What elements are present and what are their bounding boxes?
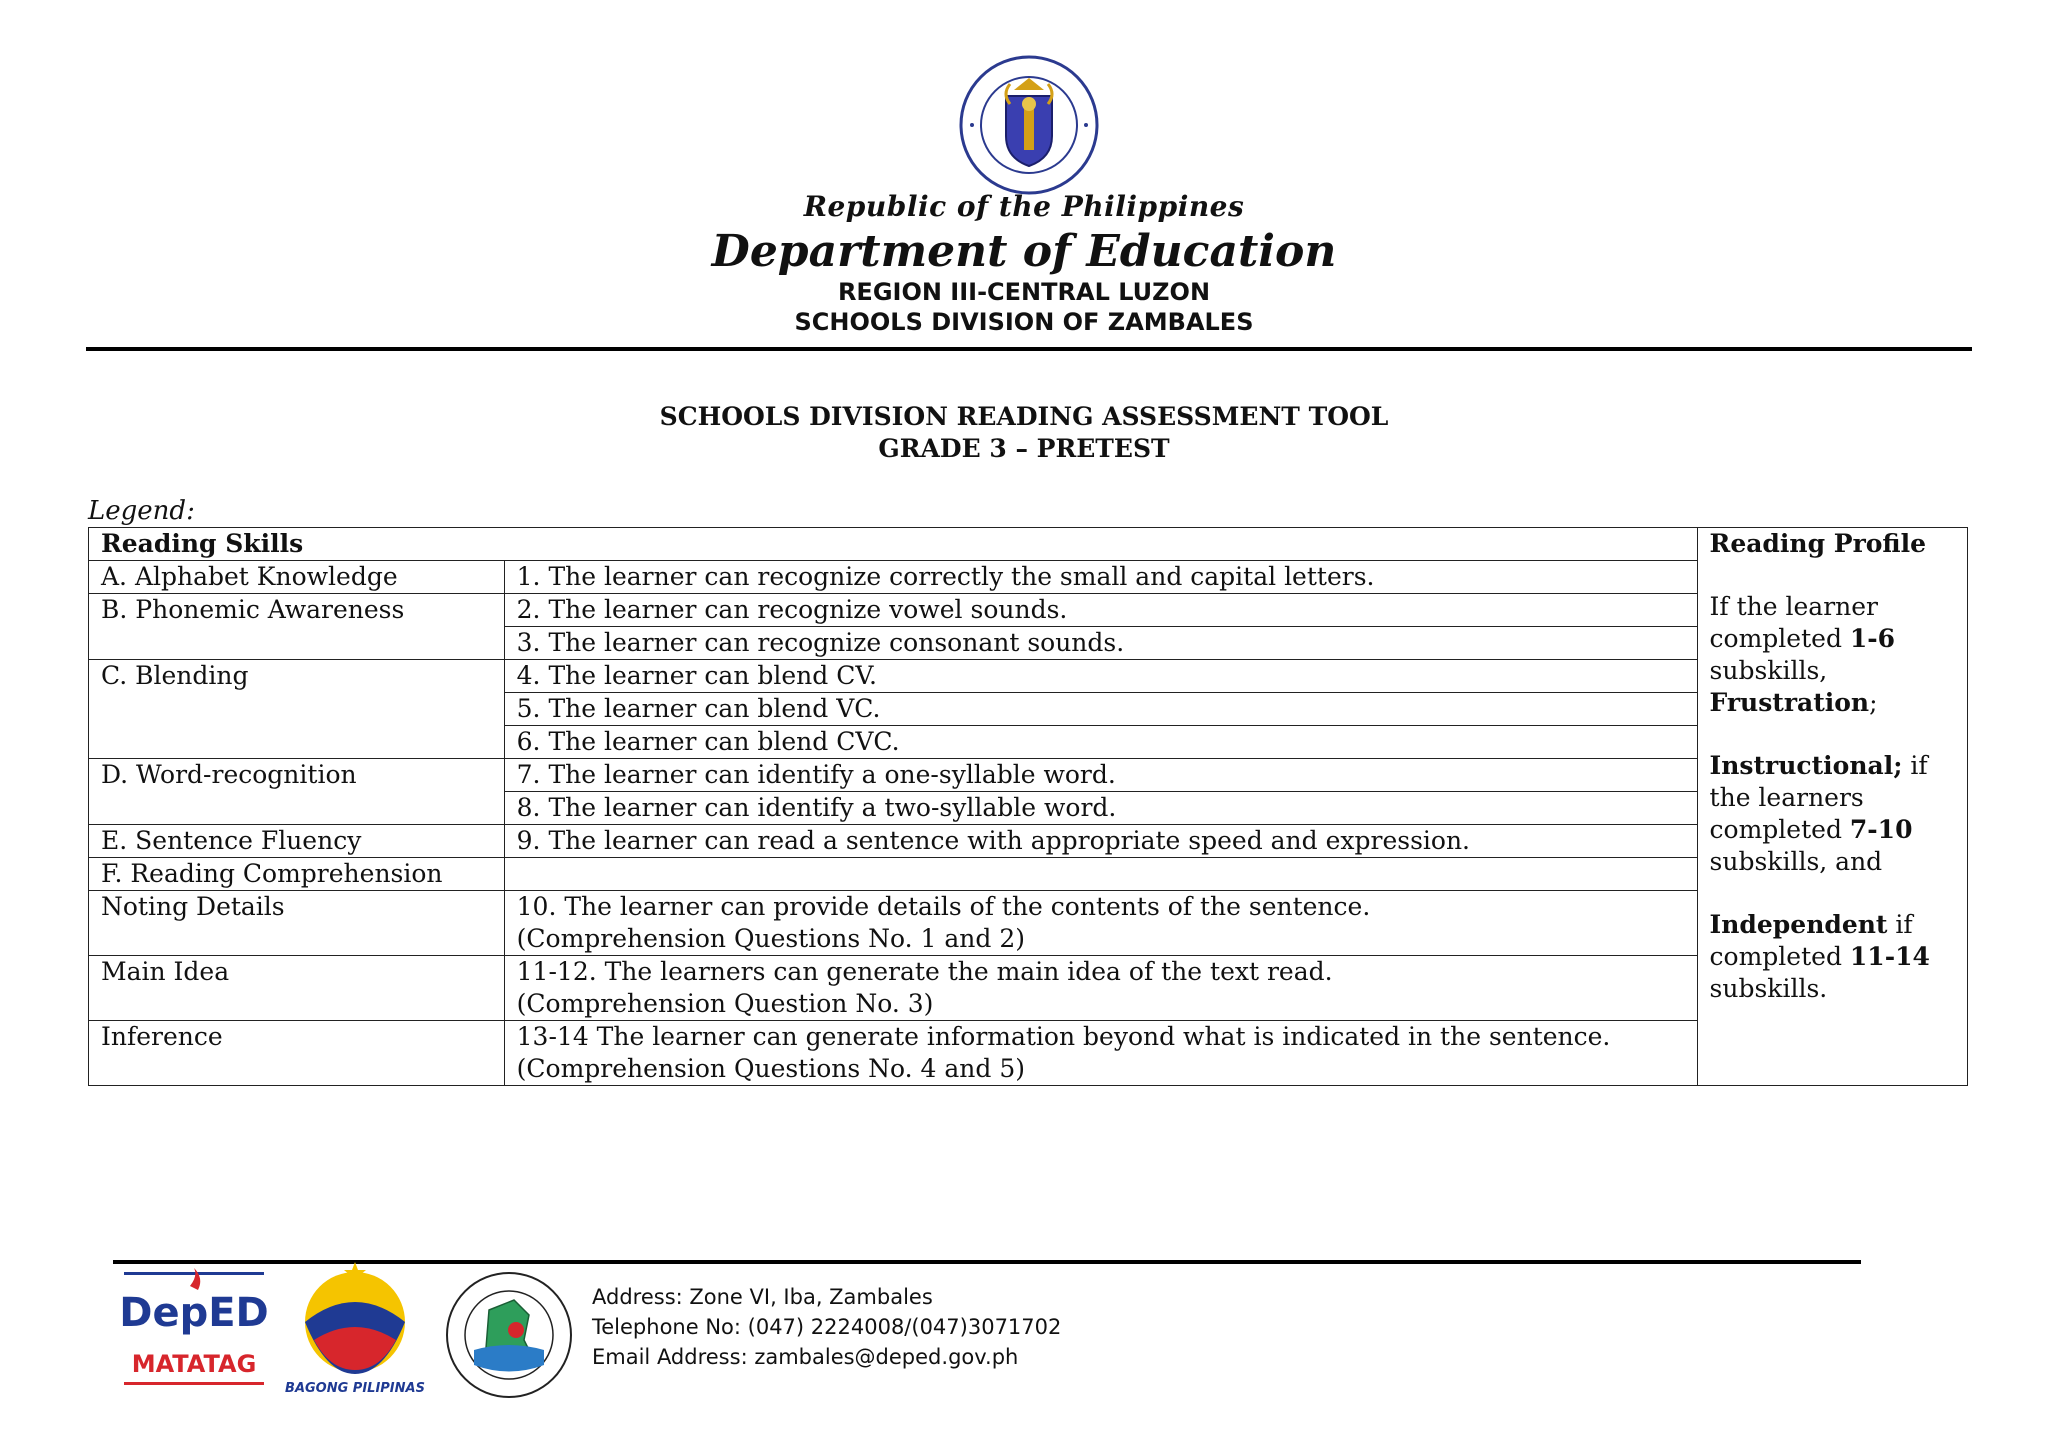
description-cell bbox=[504, 891, 1697, 956]
deped-logo-text: DepED bbox=[120, 1290, 268, 1336]
profile-independent bbox=[1710, 909, 1955, 1005]
subskill-cell: Noting Details bbox=[89, 891, 505, 956]
skill-cell: A. Alphabet Knowledge bbox=[89, 561, 505, 594]
region-heading: REGION III-CENTRAL LUZON bbox=[837, 278, 1211, 306]
department-heading: Department of Education bbox=[711, 226, 1337, 277]
description-cell: 9. The learner can read a sentence with appropriate speed and expression. bbox=[504, 825, 1697, 858]
deped-matatag-logo bbox=[120, 1268, 268, 1398]
description-line: 10. The learner can provide details of the contents of the sentence. bbox=[516, 892, 1371, 921]
subskill-cell: Inference bbox=[89, 1021, 505, 1086]
table-row bbox=[89, 660, 1968, 693]
description-cell: 6. The learner can blend CVC. bbox=[504, 726, 1697, 759]
description-cell: 1. The learner can recognize correctly the small and capital letters. bbox=[504, 561, 1697, 594]
profile-frustration bbox=[1710, 591, 1955, 719]
description-cell bbox=[504, 858, 1697, 891]
table-row bbox=[89, 594, 1968, 627]
profile-level: Independent bbox=[1709, 910, 1888, 939]
division-heading: SCHOOLS DIVISION OF ZAMBALES bbox=[794, 308, 1254, 336]
profile-range: 1-6 bbox=[1849, 624, 1896, 653]
profile-text: If the learner completed bbox=[1709, 592, 1879, 653]
document-title: SCHOOLS DIVISION READING ASSESSMENT TOOL bbox=[659, 402, 1389, 431]
deped-seal-logo bbox=[958, 54, 1100, 196]
profile-text: subskills, bbox=[1709, 656, 1828, 685]
skill-cell: F. Reading Comprehension bbox=[89, 858, 505, 891]
skill-cell: B. Phonemic Awareness bbox=[89, 594, 505, 660]
profile-range: 7-10 bbox=[1849, 815, 1913, 844]
table-row bbox=[89, 825, 1968, 858]
skill-cell: D. Word-recognition bbox=[89, 759, 505, 825]
table-row bbox=[89, 1021, 1968, 1086]
description-cell: 8. The learner can identify a two-syllable word. bbox=[504, 792, 1697, 825]
table-header-row bbox=[89, 528, 1968, 561]
subskill-cell: Main Idea bbox=[89, 956, 505, 1021]
document-subtitle: GRADE 3 – PRETEST bbox=[878, 434, 1170, 463]
description-cell: 5. The learner can blend VC. bbox=[504, 693, 1697, 726]
description-line: (Comprehension Questions No. 1 and 2) bbox=[516, 924, 1026, 953]
legend-label: Legend: bbox=[88, 496, 195, 526]
skill-cell: C. Blending bbox=[89, 660, 505, 759]
skill-cell: E. Sentence Fluency bbox=[89, 825, 505, 858]
description-line: (Comprehension Question No. 3) bbox=[516, 989, 934, 1018]
republic-heading: Republic of the Philippines bbox=[803, 190, 1245, 223]
profile-text: ; bbox=[1869, 688, 1878, 717]
reading-skills-header: Reading Skills bbox=[89, 528, 1698, 561]
reading-skills-table bbox=[88, 527, 1968, 1086]
schools-division-seal bbox=[444, 1270, 574, 1400]
table-row bbox=[89, 858, 1968, 891]
profile-text: if completed bbox=[1709, 910, 1913, 971]
description-cell: 4. The learner can blend CV. bbox=[504, 660, 1697, 693]
matatag-logo-text: MATATAG bbox=[131, 1350, 257, 1378]
description-cell: 7. The learner can identify a one-syllable word. bbox=[504, 759, 1697, 792]
profile-text: if the learners completed bbox=[1709, 751, 1928, 844]
footer-address: Address: Zone VI, Iba, Zambales bbox=[592, 1285, 933, 1309]
footer-contact bbox=[592, 1282, 1061, 1372]
bagong-pilipinas-logo bbox=[284, 1262, 426, 1398]
footer-email: Email Address: zambales@deped.gov.ph bbox=[592, 1345, 1019, 1369]
bagong-pilipinas-text: BAGONG PILIPINAS bbox=[285, 1381, 425, 1396]
reading-profile-cell bbox=[1697, 528, 1967, 1086]
description-cell bbox=[504, 956, 1697, 1021]
description-line: 11-12. The learners can generate the main idea of the text read. bbox=[516, 957, 1333, 986]
profile-text: subskills, and bbox=[1709, 847, 1883, 876]
footer-telephone: Telephone No: (047) 2224008/(047)3071702 bbox=[592, 1315, 1062, 1339]
profile-range: 11-14 bbox=[1849, 942, 1930, 971]
table-row bbox=[89, 561, 1968, 594]
table-row bbox=[89, 891, 1968, 956]
profile-instructional bbox=[1710, 750, 1955, 878]
profile-level: Frustration bbox=[1709, 688, 1870, 717]
description-line: (Comprehension Questions No. 4 and 5) bbox=[516, 1054, 1026, 1083]
profile-level: Instructional; bbox=[1709, 751, 1903, 780]
description-line: 13-14 The learner can generate information beyond what is indicated in the sentence. bbox=[516, 1022, 1611, 1051]
profile-text: subskills. bbox=[1709, 974, 1828, 1003]
table-row bbox=[89, 956, 1968, 1021]
header-divider bbox=[86, 347, 1972, 351]
description-cell: 3. The learner can recognize consonant sounds. bbox=[504, 627, 1697, 660]
table-row bbox=[89, 759, 1968, 792]
description-cell: 2. The learner can recognize vowel sounds. bbox=[504, 594, 1697, 627]
description-cell bbox=[504, 1021, 1697, 1086]
reading-profile-title: Reading Profile bbox=[1709, 529, 1926, 558]
